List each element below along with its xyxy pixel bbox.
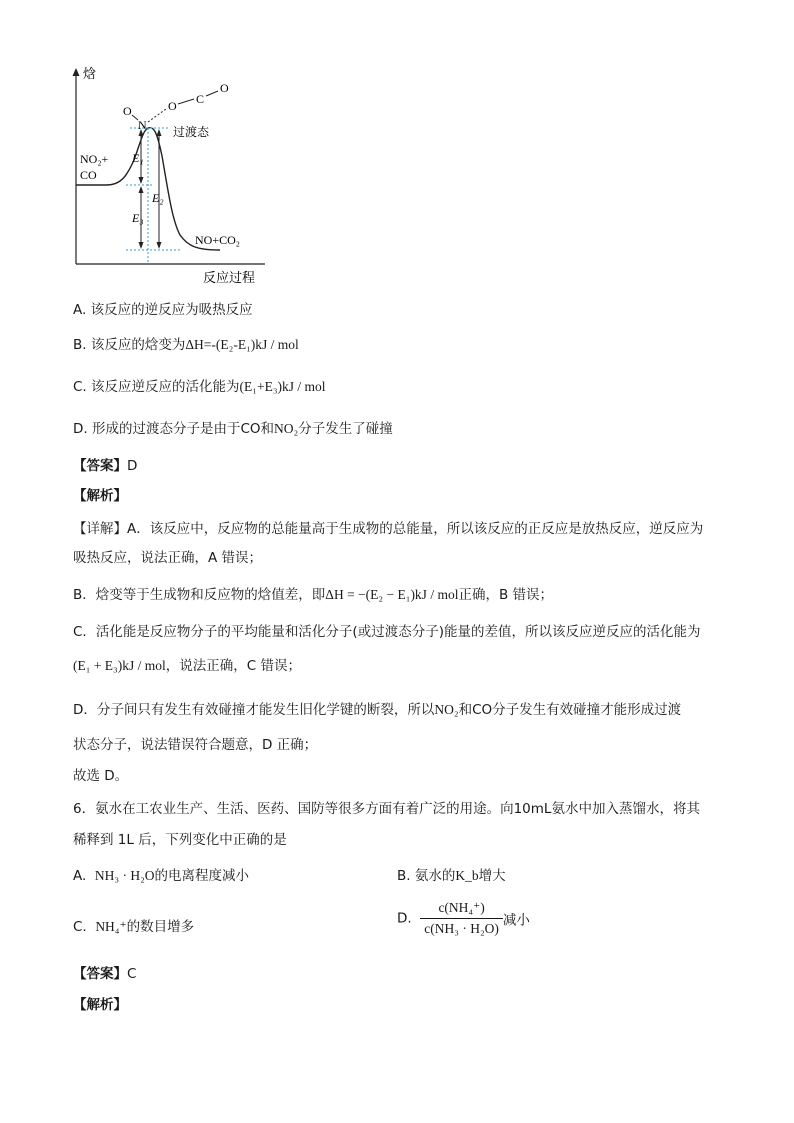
q5-option-b-formula: ΔH=-(E₂-E₁)kJ / mol: [185, 337, 299, 352]
q5-option-d: [73, 417, 393, 437]
q5-option-c-formula: (E₁+E₃)kJ / mol: [239, 379, 326, 394]
q6-option-d-numerator: c(NH₄⁺): [420, 900, 503, 919]
q5-detail-line2: 吸热反应，说法正确，A 错误；: [73, 550, 263, 566]
q6-option-b: [397, 864, 506, 884]
q5-detail-d-suffix: 和CO分子发生有效碰撞才能形成过渡: [458, 702, 682, 718]
q6-option-c-label: C.: [73, 919, 87, 935]
q5-detail-c-formula: (E₁ + E₃)kJ / mol: [73, 658, 166, 673]
e1-label: E₁: [132, 151, 144, 165]
q6-option-b-formula: K_b: [455, 868, 479, 883]
y-axis-arrow: [73, 68, 80, 76]
q6-option-d-denominator: c(NH₃ · H₂O): [424, 921, 499, 936]
e2-label: E₂: [152, 191, 164, 205]
q5-option-d-text: D. 形成的过渡态分子是由于CO和: [73, 421, 275, 437]
q6-option-a-formula: NH₃ · H₂O: [94, 868, 155, 883]
y-axis-label: 焓: [83, 67, 97, 82]
answer-value: D: [127, 458, 138, 474]
q5-conclusion: 故选 D。: [73, 768, 129, 784]
products-label: NO+CO₂: [195, 233, 240, 247]
q5-detail-d-formula: NO₂: [434, 702, 459, 717]
molecule-c: C: [196, 92, 205, 106]
molecule-o3: O: [220, 81, 229, 95]
q6-option-c: [73, 915, 194, 935]
q5-detail-d-line1: [73, 698, 681, 718]
q5-option-a: A. 该反应的逆反应为吸热反应: [73, 302, 253, 318]
q6-stem-line2: 稀释到 1L 后，下列变化中正确的是: [73, 832, 287, 848]
q5-detail-d-line2: 状态分子，说法错误符合题意，D 正确；: [73, 737, 318, 753]
q5-option-d-formula: NO₂: [274, 421, 299, 436]
q5-option-c: [73, 375, 326, 395]
e2-arrow-down: [157, 242, 162, 249]
energy-diagram: [60, 60, 280, 290]
q5-option-b: [73, 333, 299, 353]
q6-option-c-suffix: 的数目增多: [126, 919, 195, 935]
q5-option-d-suffix: 分子发生了碰撞: [298, 421, 393, 437]
transition-state-label: 过渡态: [173, 125, 210, 139]
q5-answer: [73, 454, 137, 474]
answer-tag: 【答案】: [73, 458, 127, 474]
q6-option-a-suffix: 的电离程度减小: [154, 868, 250, 884]
q6-option-d-fraction: [420, 900, 503, 937]
q6-option-d: [397, 900, 530, 937]
reactants-label-line1: NO₂+: [80, 152, 109, 166]
q5-detail-c-line2: [73, 654, 301, 674]
q5-detail-c-line1: C．活化能是反应物分子的平均能量和活化分子(或过渡态分子)能量的差值，所以该反应逆反应的活化能为: [73, 624, 701, 640]
q6-option-b-text: B. 氨水的: [397, 868, 456, 884]
q5-detail-b-formula: ΔH = −(E₂ − E₁)kJ / mol: [325, 587, 459, 602]
e3-arrow-down: [139, 242, 144, 249]
q6-option-b-suffix: 增大: [478, 868, 506, 884]
e3-arrow-up: [139, 186, 144, 193]
molecule-n: N: [138, 118, 147, 132]
q6-option-d-label: D.: [397, 910, 412, 927]
q6-analysis-tag: 【解析】: [73, 997, 127, 1013]
q6-option-d-suffix: 减小: [502, 912, 530, 929]
q5-detail-b-text: B．焓变等于生成物和反应物的焓值差，即: [73, 587, 326, 603]
answer-value: C: [127, 966, 137, 982]
q5-detail-line1: 【详解】A．该反应中，反应物的总能量高于生成物的总能量，所以该反应的正反应是放热反应，逆反应为: [73, 521, 704, 537]
reactants-label-line2: CO: [80, 168, 97, 182]
q5-option-b-text: B. 该反应的焓变为: [73, 337, 186, 353]
q5-analysis-tag: 【解析】: [73, 488, 127, 504]
q6-answer: [73, 962, 136, 982]
q5-detail-b: [73, 583, 553, 603]
molecule-o2: O: [168, 99, 177, 113]
molecule-o1: O: [123, 104, 132, 118]
q5-option-c-text: C. 该反应逆反应的活化能为: [73, 379, 240, 395]
q6-option-a: [73, 864, 249, 884]
q6-option-a-label: A.: [73, 868, 87, 884]
q5-detail-c-suffix: ，说法正确，C 错误；: [165, 658, 301, 674]
q5-detail-b-suffix: 正确，B 错误；: [458, 587, 554, 603]
e1-arrow-down: [139, 177, 144, 184]
q6-stem-line1: 6．氨水在工农业生产、生活、医药、国防等很多方面有着广泛的用途。向10mL氨水中加入蒸馏水，将其: [73, 801, 700, 817]
x-axis-label: 反应过程: [203, 271, 256, 286]
e2-arrow-up: [157, 129, 162, 136]
q5-detail-d-text: D．分子间只有发生有效碰撞才能发生旧化学键的断裂，所以: [73, 702, 435, 718]
answer-tag: 【答案】: [73, 966, 127, 982]
q6-option-c-formula: NH₄⁺: [95, 919, 127, 934]
e3-label: E₃: [132, 211, 144, 225]
